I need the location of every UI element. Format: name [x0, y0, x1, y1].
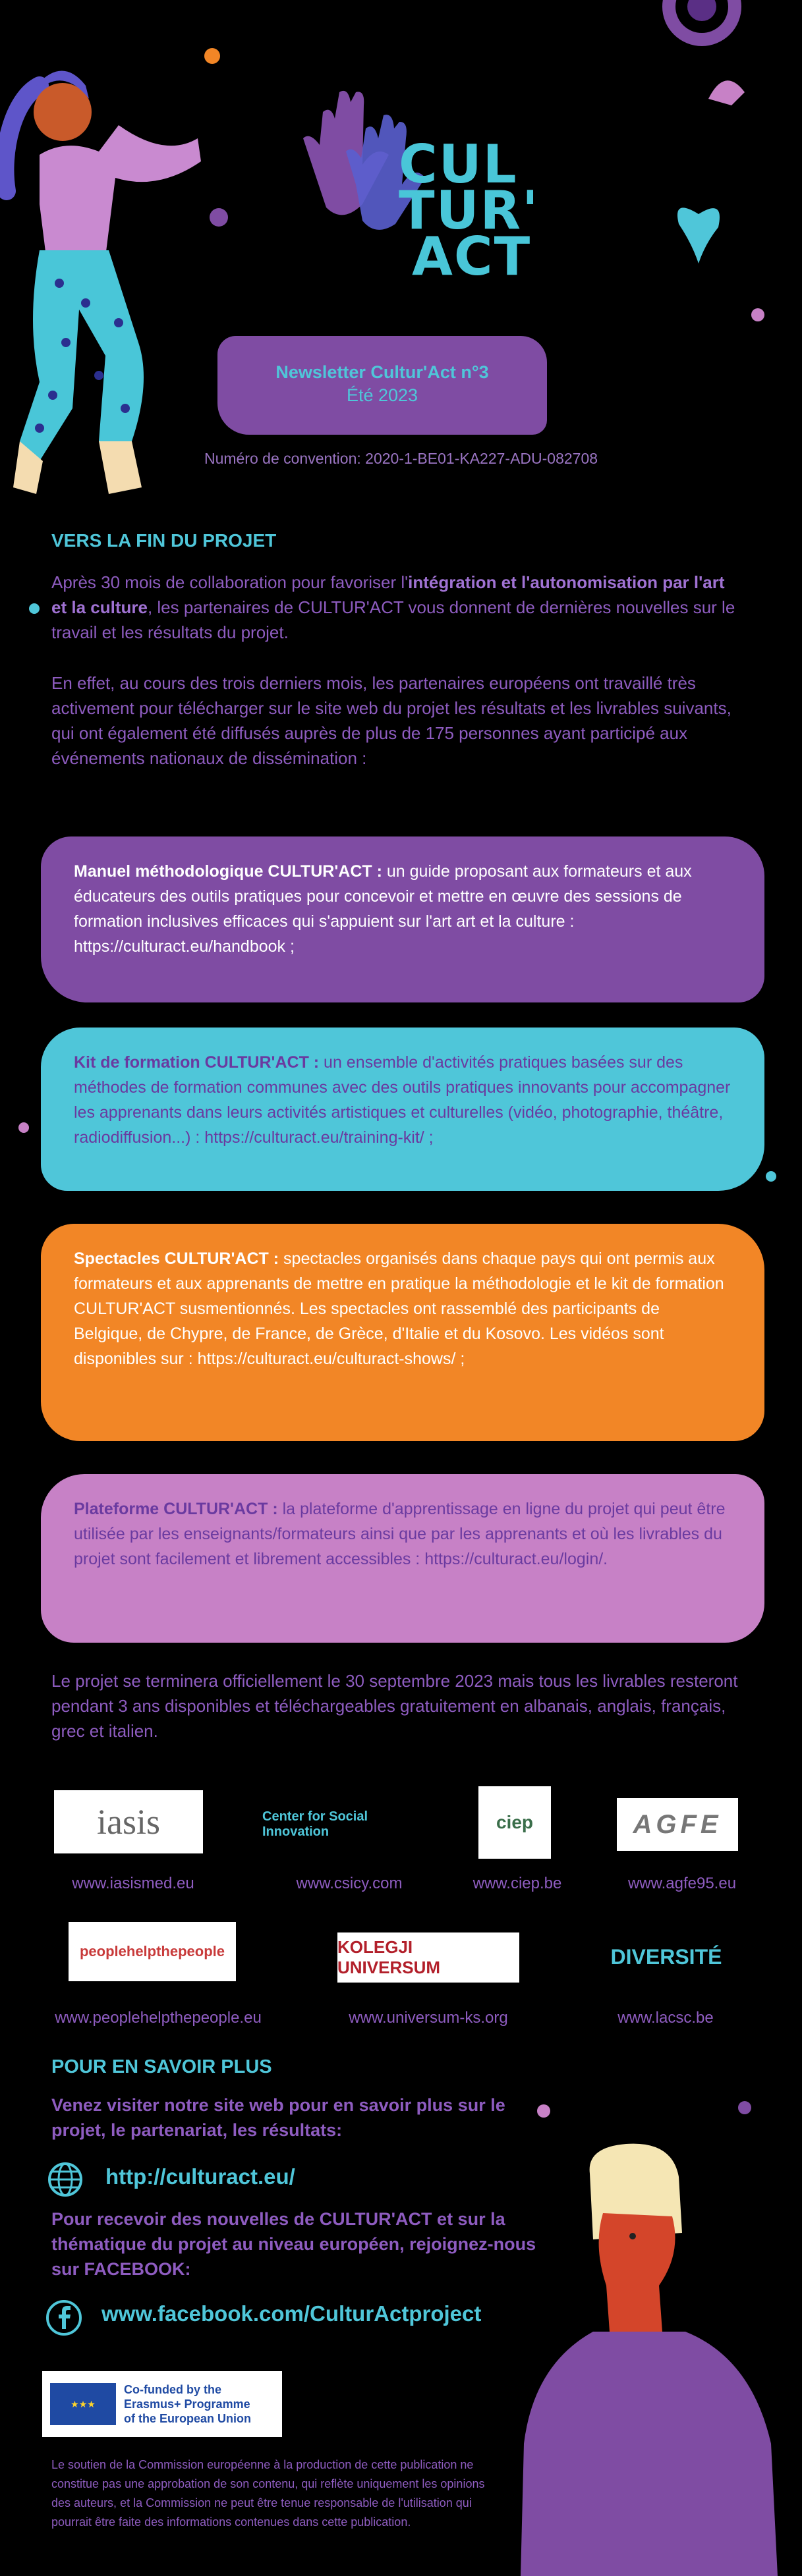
facebook-icon[interactable] — [45, 2299, 83, 2337]
globe-icon — [46, 2160, 84, 2199]
facebook-link[interactable]: www.facebook.com/CulturActproject — [101, 2301, 482, 2326]
card-handbook-title: Manuel méthodologique CULTUR'ACT : — [74, 862, 382, 881]
partner-logo-peoplehelp-text: peoplehelpthepeople — [79, 1943, 225, 1959]
man-illustration — [494, 2088, 802, 2576]
eu-line-3: of the European Union — [124, 2412, 251, 2425]
partner-url-iasis[interactable]: www.iasismed.eu — [72, 1875, 194, 1892]
newsletter-banner — [217, 336, 547, 435]
card-handbook-text: un guide proposant aux formateurs et aux éducateurs des outils pratiques pour concevoir et mettre en œuvre des sessions de formation inclusives efficaces qui s'appuient sur l'art art et la culture : https://culturact.eu/handbook ; — [74, 862, 692, 956]
partner-logo-peoplehelp[interactable] — [69, 1922, 236, 1981]
partner-logo-ciep[interactable] — [478, 1786, 551, 1859]
partner-logo-diversite[interactable] — [590, 1935, 742, 1979]
closing-paragraph: Le projet se terminera officiellement le 30 septembre 2023 mais tous les livrables resteront pendant 3 ans disponibles et téléchargeables gratuitement en albanais, anglais, français, grec et italien. — [51, 1671, 738, 1741]
partner-logo-diversite-text: DIVERSITÉ — [610, 1944, 722, 1969]
partner-logo-iasis-text: iasis — [96, 1802, 160, 1842]
card-training-kit — [41, 1028, 764, 1191]
intro-text-a: Après 30 mois de collaboration pour favoriser l' — [51, 572, 409, 592]
section-heading-end-of-project: VERS LA FIN DU PROJET — [51, 530, 277, 551]
card-platform-text: la plateforme d'apprentissage en ligne du projet qui peut être utilisée par les enseignants/formateurs ainsi que par les apprenants et où les livrables du projet sont facilement et librement accessibles : https://culturact.eu/login/. — [74, 1500, 726, 1568]
partner-url-universum[interactable]: www.universum-ks.org — [349, 2009, 508, 2027]
dancing-woman-illustration — [0, 40, 217, 514]
logo-line-2: TUR' — [399, 180, 540, 241]
partner-logo-universum-text: KOLEGJI UNIVERSUM — [337, 1937, 441, 1977]
partner-url-lacsc[interactable]: www.lacsc.be — [617, 2009, 714, 2027]
partner-url-peoplehelp[interactable]: www.peoplehelpthepeople.eu — [55, 2009, 262, 2027]
decorative-dots-left — [198, 40, 290, 237]
eu-cofunded-logo — [42, 2371, 282, 2437]
decorative-shapes-top-right — [633, 0, 802, 369]
website-link[interactable]: http://culturact.eu/ — [105, 2164, 295, 2189]
partner-url-agfe[interactable]: www.agfe95.eu — [627, 1875, 737, 1892]
eu-line-1: Co-funded by the — [124, 2383, 221, 2396]
card-shows-title: Spectacles CULTUR'ACT : — [74, 1249, 279, 1268]
facebook-text: Pour recevoir des nouvelles de CULTUR'ACT et sur la thématique du projet au niveau européen, rejoignez-nous sur FACEBOOK: — [51, 2209, 536, 2279]
partner-logo-universum[interactable] — [337, 1932, 519, 1983]
card-platform — [41, 1474, 764, 1643]
partner-logo-agfe-text: AGFE — [633, 1809, 722, 1839]
partner-url-ciep[interactable]: www.ciep.be — [473, 1875, 562, 1892]
partner-logo-iasis[interactable] — [54, 1790, 203, 1853]
card-training-kit-title: Kit de formation CULTUR'ACT : — [74, 1053, 320, 1072]
newsletter-season: Été 2023 — [346, 385, 418, 405]
partner-logo-csi-text: Center for Social Innovation — [262, 1809, 368, 1839]
deliverables-paragraph: En effet, au cours des trois derniers mois, les partenaires européens ont travaillé très activement pour télécharger sur le site web du projet les résultats et les livrables suivants, qui ont également été diffusés auprès de plus de 175 personnes ayant participé aux événements nationaux de dissémination : — [51, 673, 731, 768]
culturact-logo — [399, 134, 540, 287]
partner-logo-ciep-text: ciep — [496, 1812, 534, 1832]
newsletter-title: Newsletter Cultur'Act n°3 — [275, 362, 489, 382]
logo-line-3: ACT — [412, 226, 532, 287]
card-platform-title: Plateforme CULTUR'ACT : — [74, 1500, 278, 1518]
card-shows-text: spectacles organisés dans chaque pays qui ont permis aux formateurs et aux apprenants de mettre en pratique la méthodologie et le kit de formation CULTUR'ACT susmentionnés. Les spectacles ont rassemblé des participants de Belgique, de Chypre, de France, de Grèce, d'Italie et du Kosovo. Les vidéos sont disponibles sur : https://culturact.eu/culturact-shows/ ; — [74, 1249, 724, 1368]
card-training-kit-text: un ensemble d'activités pratiques basées sur des méthodes de formation communes avec des outils pratiques innovants pour accompagner les apprenants dans leurs activités artistiques et culturelles (vidéo, photographie, théâtre, radiodiffusion...) : https://culturact.eu/training-kit/ ; — [74, 1053, 731, 1147]
card-shows — [41, 1224, 764, 1441]
partner-logo-csi[interactable] — [262, 1798, 423, 1851]
partner-url-csi[interactable]: www.csicy.com — [296, 1875, 403, 1892]
intro-text-bold: intégration et l'autonomisation par l'art et la culture — [51, 572, 725, 617]
card-handbook — [41, 836, 764, 1002]
intro-text-c: , les partenaires de CULTUR'ACT vous donnent de dernières nouvelles sur le travail et les résultats du projet. — [51, 597, 735, 642]
eu-disclaimer: Le soutien de la Commission européenne à la production de cette publication ne constitue pas une approbation de son contenu, qui reflète uniquement les opinions des auteurs, et la Commission ne peut être tenue responsable de l'utilisation qui pourrait être faite des informations contenues dans cette publication. — [51, 2458, 485, 2529]
eu-line-2: Erasmus+ Programme — [124, 2398, 250, 2411]
partner-logo-agfe[interactable] — [617, 1798, 738, 1851]
visit-text: Venez visiter notre site web pour en savoir plus sur le projet, le partenariat, les résultats: — [51, 2095, 505, 2140]
eu-flag-icon: ★★★ — [50, 2383, 116, 2425]
section-heading-more: POUR EN SAVOIR PLUS — [51, 2056, 272, 2077]
convention-number: Numéro de convention: 2020-1-BE01-KA227-ADU-082708 — [204, 450, 598, 467]
logo-line-1: CUL — [399, 134, 518, 195]
